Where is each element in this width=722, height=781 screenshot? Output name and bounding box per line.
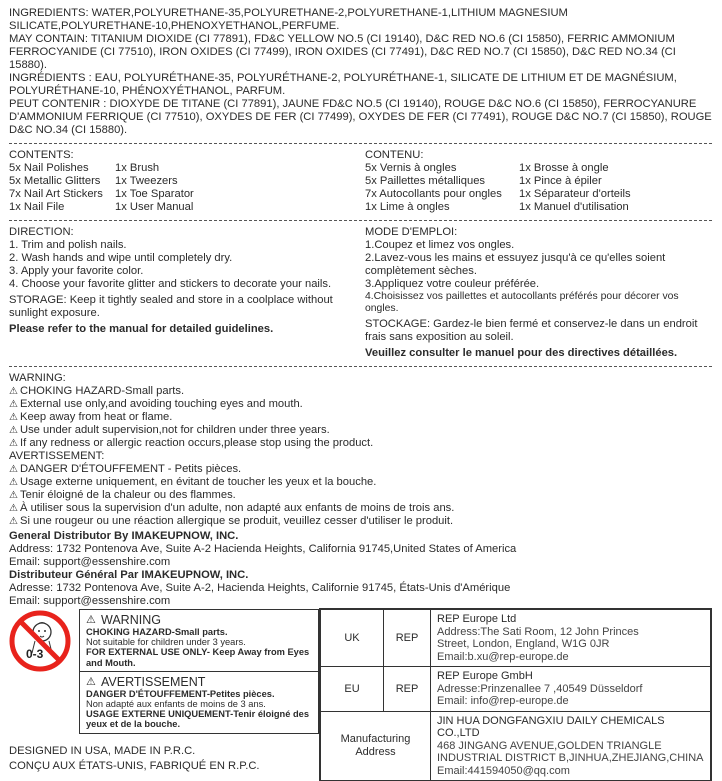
rep-email: Email: info@rep-europe.de [437, 695, 569, 707]
list-item: 7x Autocollants pour ongles [365, 188, 502, 200]
table-row [321, 610, 711, 667]
storage-fr-label: STOCKAGE: [365, 318, 431, 330]
rep-name: REP Europe Ltd [437, 613, 517, 625]
ingredients-fr-may: PEUT CONTENIR : DIOXYDE DE TITANE (CI 77891), JAUNE FD&C NO.5 (CI 19140), ROUGE D&C NO.6 (CI 15850), FERROCYANURE D'AMMONIUM FERRIQUE (CI 77510), OXYDES DE FER (CI 77499), OXYDES DE FER (CI 77491), ROUGE D&C NO.7 (CI 15850), ROUGE D&C NO.34 (CI 15880). [9, 98, 712, 136]
manufacturer-label: Manufacturing Address [321, 711, 431, 781]
warning-box-text: USAGE EXTERNE UNIQUEMENT-Tenir éloigné des yeux et de la bouche. [86, 709, 309, 730]
ingredients-section [9, 7, 712, 137]
warning-line [9, 515, 712, 528]
manufacturer-details [431, 711, 711, 781]
manufacturer-name: JIN HUA DONGFANGXIU DAILY CHEMICALS CO.,LTD [437, 714, 665, 739]
warning-triangle-icon: ⚠ [9, 399, 18, 410]
distributor-en-address: Address: 1732 Pontenova Ave, Suite A-2 Hacienda Heights, California 91745,United States of America [9, 543, 517, 555]
warning-triangle-icon: ⚠ [9, 425, 18, 436]
label-document [9, 7, 712, 608]
warning-text: DANGER D'ÉTOUFFEMENT - Petits pièces. [20, 463, 242, 475]
warning-section [9, 372, 712, 528]
rep-address-line: Adresse:Prinzenallee 7 ,40549 Düsseldorf [437, 682, 643, 695]
storage-fr-text: Gardez-le bien fermé et conservez-le dans un endroit frais sans exposition au soleil. [365, 318, 698, 343]
rep-name: REP Europe GmbH [437, 670, 533, 682]
list-item: 1x Pince à épiler [519, 175, 602, 187]
ingredients-fr-text: EAU, POLYURÉTHANE-35, POLYURÉTHANE-2, POLYURÉTHANE-1, SILICATE DE LITHIUM ET DE MAGNÉSIUM, POLYURÉTHANE-10, PHÉNOXYÉTHANOL, PARFUM. [9, 72, 677, 97]
warning-triangle-icon: ⚠ [9, 386, 18, 397]
warning-box-text: Non adapté aux enfants de moins de 3 ans. [86, 699, 266, 710]
list-item: 1x Brosse à ongle [519, 162, 609, 174]
warning-text: External use only,and avoiding touching eyes and mouth. [20, 398, 303, 410]
manual-fr: Veuillez consulter le manuel pour des directives détaillées. [365, 347, 678, 359]
age-restriction-badge [9, 610, 71, 672]
rep-details [431, 610, 711, 667]
distributor-fr-address: Adresse: 1732 Pontenova Ave, Suite A-2, Hacienda Heights, Californie 91745, États-Unis d'Amérique [9, 582, 511, 594]
warning-box-text: DANGER D'ÉTOUFFEMENT-Petites pièces. [86, 688, 275, 699]
list-item: 5x Vernis à ongles [365, 162, 457, 174]
warning-box-text: Not suitable for children under 3 years. [86, 637, 246, 648]
divider [9, 220, 712, 221]
direction-step: 2.Lavez-vous les mains et essuyez jusqu'à ce qu'elles soient complètement sèches. [365, 252, 666, 277]
manufacturer-address-line: INDUSTRIAL DISTRICT B,JINHUA,ZHEJIANG,CHINA [437, 752, 704, 764]
warning-line [9, 385, 712, 398]
divider [9, 143, 712, 144]
list-item: 5x Nail Polishes [9, 162, 89, 174]
warning-box-fr [80, 671, 318, 733]
direction-step: 4. Choose your favorite glitter and stickers to decorate your nails. [9, 278, 332, 290]
ingredients-en [9, 7, 712, 33]
list-item: 1x User Manual [115, 201, 194, 213]
storage-en-label: STORAGE: [9, 294, 67, 306]
ingredients-fr [9, 72, 712, 98]
manual-en: Please refer to the manual for detailed guidelines. [9, 323, 274, 335]
warning-box-en [80, 610, 318, 671]
warning-box-fr-head [86, 675, 313, 689]
warning-line [9, 476, 712, 489]
storage-en-text: Keep it tightly sealed and store in a coolplace without sunlight exposure. [9, 294, 333, 319]
list-item: 1x Nail File [9, 201, 65, 213]
divider [9, 366, 712, 367]
warning-text: Use under adult supervision,not for children under three years. [20, 424, 330, 436]
warning-triangle-icon: ⚠ [86, 614, 96, 626]
warning-line [9, 502, 712, 515]
ingredients-en-may: MAY CONTAIN: TITANIUM DIOXIDE (CI 77891), FD&C YELLOW NO.5 (CI 19140), D&C RED NO.6 (CI 15850), FERRIC AMMONIUM FERROCYANIDE (CI 77510), IRON OXIDES (CI 77499), IRON OXIDES (CI 77491), D&C RED NO.7 (CI 15850), D&C RED NO.34 (CI 15880). [9, 33, 676, 71]
direction-step: 1.Coupez et limez vos ongles. [365, 239, 515, 251]
warning-triangle-icon: ⚠ [9, 490, 18, 501]
origin-en: DESIGNED IN USA, MADE IN P.R.C. [9, 745, 196, 757]
direction-fr-title: MODE D'EMPLOI: [365, 226, 458, 238]
distributor-fr-title: Distributeur Général Par IMAKEUPNOW, INC. [9, 569, 249, 581]
distributor-section [9, 530, 712, 608]
ingredients-en-title: INGREDIENTS: [9, 7, 89, 19]
rep-details [431, 667, 711, 712]
distributor-en-email: Email: support@essenshire.com [9, 556, 171, 568]
rep-region: EU [321, 667, 384, 712]
age-label: 0-3 [26, 647, 44, 661]
rep-type: REP [384, 667, 431, 712]
warning-text: CHOKING HAZARD-Small parts. [20, 385, 185, 397]
contents-en-title: CONTENTS: [9, 149, 74, 161]
direction-step: 4.Choisissez vos paillettes et autocollants préférés pour décorer vos ongles. [365, 291, 679, 314]
warning-line [9, 411, 712, 424]
no-children-icon [9, 610, 71, 672]
direction-en-title: DIRECTION: [9, 226, 74, 238]
list-item: 1x Lime à ongles [365, 201, 450, 213]
manufacturer-address-line: 468 JINGANG AVENUE,GOLDEN TRIANGLE [437, 739, 662, 752]
contents-fr-list [365, 162, 712, 214]
rep-address-line: Street, London, England, W1G 0JR [437, 638, 610, 650]
direction-section [9, 226, 712, 360]
warning-text: Si une rougeur ou une réaction allergique se produit, veuillez cesser d'utiliser le produit. [20, 515, 454, 527]
warning-triangle-icon: ⚠ [9, 464, 18, 475]
warning-triangle-icon: ⚠ [9, 412, 18, 423]
origin-statement [9, 744, 260, 774]
distributor-fr-email: Email: support@essenshire.com [9, 595, 171, 607]
warning-triangle-icon: ⚠ [86, 675, 96, 688]
ingredients-en-text: WATER,POLYURETHANE-35,POLYURETHANE-2,POLYURETHANE-1,LITHIUM MAGNESIUM SILICATE,POLYURETHANE-10,PHENOXYETHANOL,PERFUME. [9, 7, 568, 32]
rep-type: REP [384, 610, 431, 667]
warning-box-text: FOR EXTERNAL USE ONLY- Keep Away from Eyes and Mouth. [86, 647, 310, 668]
warning-box-fr-title: AVERTISSEMENT [101, 674, 206, 689]
list-item: 1x Brush [115, 162, 160, 174]
rep-table [319, 608, 712, 781]
warning-text: À utiliser sous la supervision d'un adulte, non adapté aux enfants de moins de trois ans. [20, 502, 455, 514]
warning-line [9, 424, 712, 437]
list-item: 1x Tweezers [115, 175, 178, 187]
list-item: 5x Metallic Glitters [9, 175, 101, 187]
warning-box-en-title: WARNING [101, 613, 161, 627]
manufacturer-email: Email:441594050@qq.com [437, 764, 570, 777]
contents-en-list [9, 162, 365, 214]
warning-line [9, 437, 712, 450]
warning-triangle-icon: ⚠ [9, 438, 18, 449]
direction-step: 2. Wash hands and wipe until completely dry. [9, 252, 233, 264]
warning-en-title: WARNING: [9, 372, 66, 384]
warning-text: Tenir éloigné de la chaleur ou des flammes. [20, 489, 236, 501]
warning-triangle-icon: ⚠ [9, 503, 18, 514]
warning-box-text: CHOKING HAZARD-Small parts. [86, 627, 228, 637]
rep-email: Email:b.xu@rep-europe.de [437, 650, 569, 663]
warning-text: Keep away from heat or flame. [20, 411, 173, 423]
list-item: 1x Manuel d'utilisation [519, 201, 629, 213]
contents-fr-title: CONTENU: [365, 149, 424, 161]
bottom-area [9, 606, 712, 776]
warning-box [79, 609, 319, 734]
origin-fr: CONÇU AUX ÉTATS-UNIS, FABRIQUÉ EN R.P.C. [9, 760, 260, 772]
direction-step: 3. Apply your favorite color. [9, 265, 144, 277]
direction-step: 1. Trim and polish nails. [9, 239, 127, 251]
warning-line [9, 398, 712, 411]
storage-fr [365, 318, 712, 344]
list-item: 1x Séparateur d'orteils [519, 188, 631, 200]
table-row [321, 711, 711, 781]
warning-line [9, 463, 712, 476]
table-row [321, 667, 711, 712]
distributor-en-title: General Distributor By IMAKEUPNOW, INC. [9, 530, 239, 542]
list-item: 1x Toe Sparator [115, 188, 194, 200]
list-item: 7x Nail Art Stickers [9, 188, 103, 200]
contents-section [9, 149, 712, 214]
direction-step: 3.Appliquez votre couleur préférée. [365, 278, 540, 290]
rep-region: UK [321, 610, 384, 667]
warning-triangle-icon: ⚠ [9, 477, 18, 488]
warning-fr-title: AVERTISSEMENT: [9, 450, 105, 462]
rep-address-line: Address:The Sati Room, 12 John Princes [437, 625, 639, 638]
warning-box-en-head [86, 613, 313, 627]
warning-text: If any redness or allergic reaction occurs,please stop using the product. [20, 437, 374, 449]
warning-triangle-icon: ⚠ [9, 516, 18, 527]
list-item: 5x Paillettes métalliques [365, 175, 486, 187]
storage-en [9, 294, 365, 320]
warning-text: Usage externe uniquement, en évitant de toucher les yeux et la bouche. [20, 476, 377, 488]
ingredients-fr-title: INGRÉDIENTS : [9, 72, 92, 84]
warning-line [9, 489, 712, 502]
